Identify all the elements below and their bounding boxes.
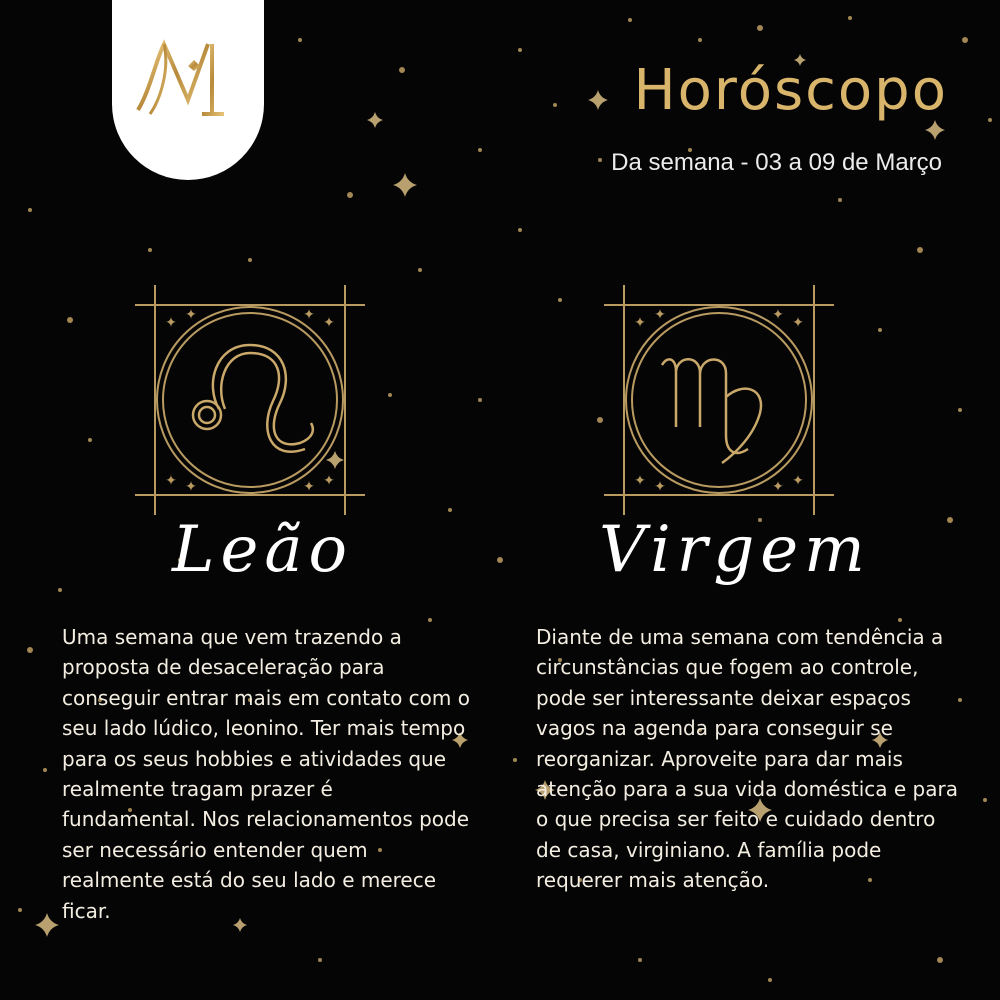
star-dot: [497, 557, 503, 563]
star-dot: [757, 25, 763, 31]
star-dot: [628, 18, 632, 22]
star-dot: [43, 768, 47, 772]
svg-text:✦: ✦: [772, 479, 784, 495]
sign-description-leo: Uma semana que vem trazendo a proposta de desaceleração para conseguir entrar mais em contato com o seu lado lúdico, leonino. Ter mais tempo para os seus hobbies e atividades que realmente tragam prazer é fundamental. Nos relacionamentos pode ser necessário entender quem realmente está do seu lado e merece ficar.: [62, 625, 470, 923]
leo-zodiac-icon: [135, 285, 365, 515]
star-dot: [768, 978, 772, 982]
star-dot: [28, 208, 32, 212]
sign-name-virgo: Virgem: [599, 513, 871, 587]
star-dot: [962, 37, 968, 43]
star-dot: [27, 647, 33, 653]
svg-text:✦: ✦: [792, 315, 804, 331]
star-dot: [478, 398, 482, 402]
sparkle-star-icon: [35, 913, 59, 937]
star-dot: [148, 248, 152, 252]
star-dot: [848, 16, 852, 20]
star-dot: [58, 588, 62, 592]
sign-name-leo: Leão: [171, 513, 354, 587]
star-dot: [418, 268, 422, 272]
svg-text:✦: ✦: [185, 479, 197, 495]
star-dot: [553, 103, 557, 107]
star-dot: [558, 298, 562, 302]
svg-text:✦: ✦: [792, 473, 804, 489]
star-dot: [448, 508, 452, 512]
sparkle-star-icon: [393, 173, 417, 197]
star-dot: [298, 38, 302, 42]
star-dot: [878, 328, 882, 332]
svg-text:✦: ✦: [165, 315, 177, 331]
svg-text:✦: ✦: [654, 479, 666, 495]
svg-text:✦: ✦: [303, 479, 315, 495]
svg-text:✦: ✦: [165, 473, 177, 489]
svg-text:✦: ✦: [185, 307, 197, 323]
svg-text:✦: ✦: [634, 315, 646, 331]
star-dot: [958, 408, 962, 412]
virgo-zodiac-icon: [604, 285, 834, 515]
sparkle-star-icon: [588, 90, 608, 110]
star-dot: [937, 957, 943, 963]
svg-text:✦: ✦: [323, 315, 335, 331]
star-dot: [67, 317, 73, 323]
sparkle-star-icon: [367, 112, 383, 128]
star-dot: [598, 158, 602, 162]
star-dot: [917, 247, 923, 253]
star-dot: [248, 258, 252, 262]
star-dot: [597, 417, 603, 423]
star-dot: [983, 798, 987, 802]
svg-text:✦: ✦: [303, 307, 315, 323]
star-dot: [88, 438, 92, 442]
star-dot: [698, 38, 702, 42]
page-subtitle: Da semana - 03 a 09 de Março: [611, 149, 942, 176]
sign-description-virgo: Diante de uma semana com tendência a circunstâncias que fogem ao controle, pode ser interessante deixar espaços vagos na agenda para conseguir se reorganizar. Aproveite para dar mais atenção para a sua vida doméstica e para o que precisa ser feito e cuidado dentro de casa, virginiano. A família pode requerer mais atenção.: [536, 625, 958, 893]
star-dot: [518, 48, 522, 52]
svg-text:✦: ✦: [323, 473, 335, 489]
star-dot: [399, 67, 405, 73]
svg-text:✦: ✦: [634, 473, 646, 489]
star-dot: [388, 393, 392, 397]
star-dot: [18, 908, 22, 912]
star-dot: [947, 517, 953, 523]
star-dot: [838, 198, 842, 202]
star-dot: [518, 228, 522, 232]
svg-text:✦: ✦: [654, 307, 666, 323]
star-dot: [318, 958, 322, 962]
star-dot: [513, 758, 517, 762]
star-dot: [638, 958, 642, 962]
star-dot: [347, 192, 353, 198]
page-title: Horóscopo: [633, 58, 948, 123]
svg-text:✦: ✦: [772, 307, 784, 323]
star-dot: [988, 118, 992, 122]
mt-monogram-logo: [130, 30, 250, 125]
star-dot: [478, 148, 482, 152]
